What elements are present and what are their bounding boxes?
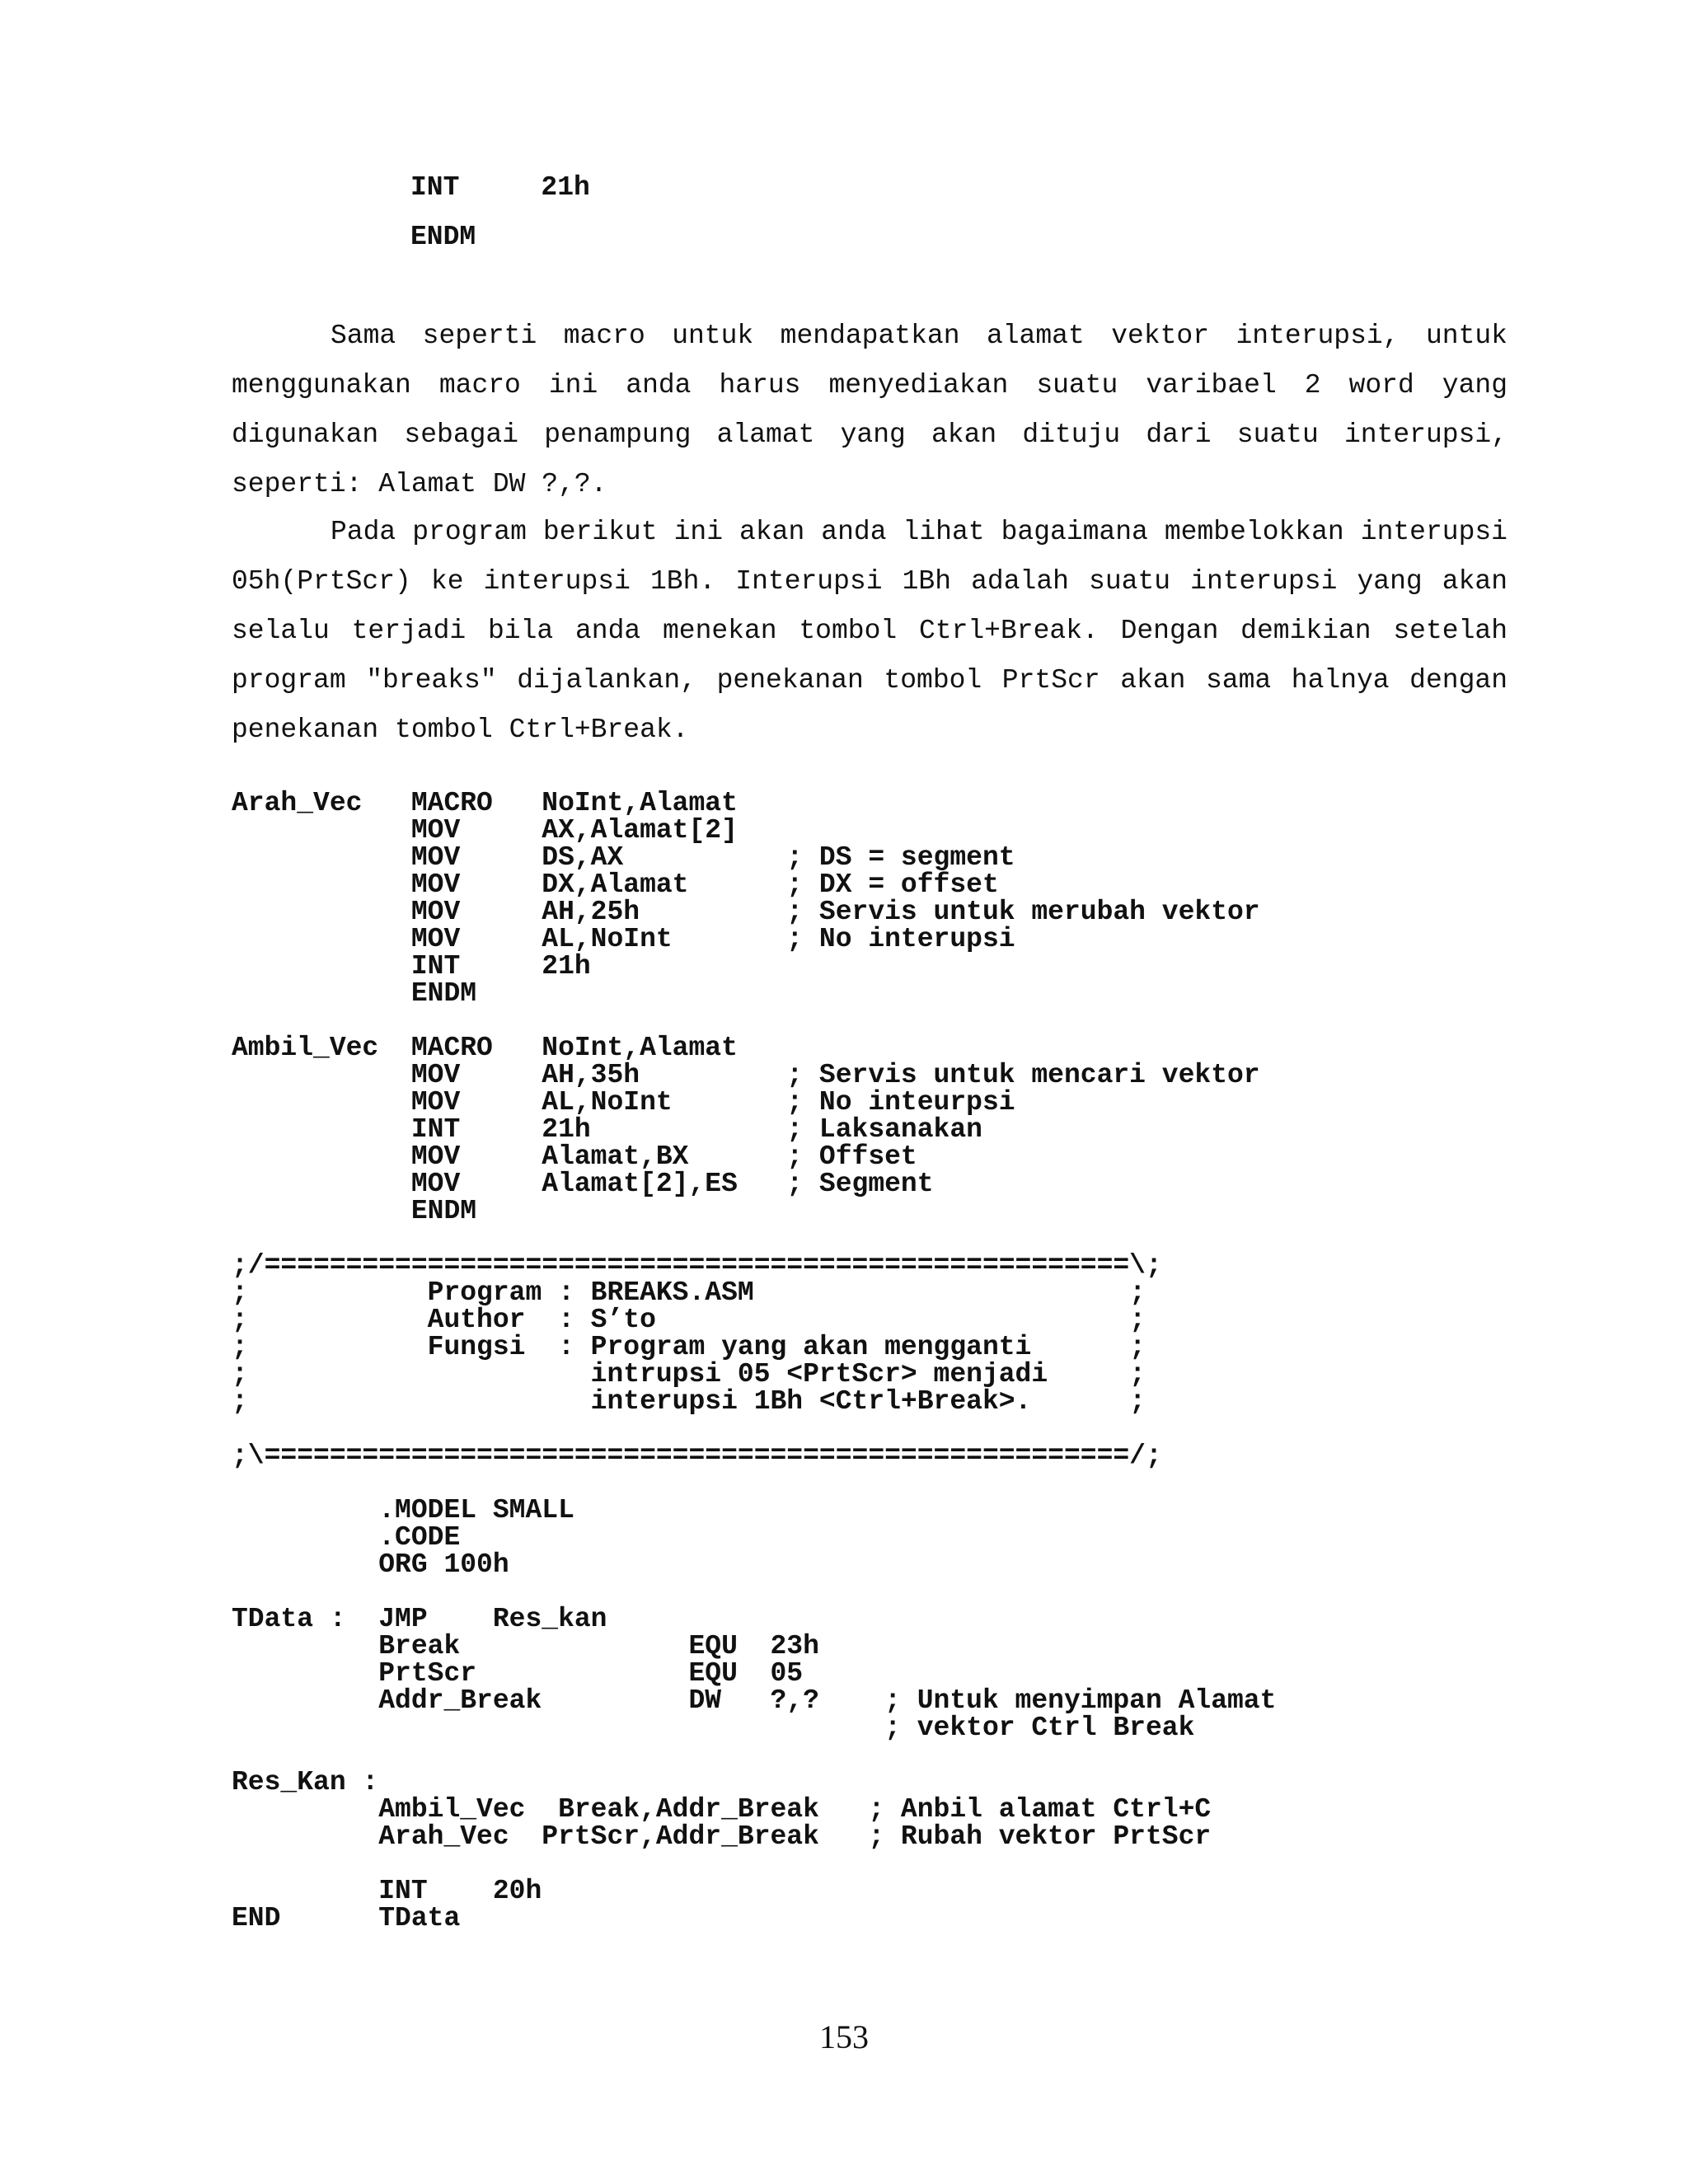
assembly-code-listing: Arah_Vec MACRO NoInt,Alamat MOV AX,Alamat[2] MOV DS,AX ; DS = segment MOV DX,Alamat ; DX = offset MOV AH,25h ; Servis untuk merubah vektor MOV AL,NoInt ; No interupsi INT 21h ENDM Ambil_Vec MACRO NoInt,Alamat MOV AH,35h ; Servis untuk mencari vektor MOV AL,NoInt ; No inteurpsi INT 21h ; Laksanakan MOV Alamat,BX ; Offset MOV Alamat[2],ES ; Segment ENDM ;/=====================================================\; ; Program : BREAKS.ASM ; ; Author : S’to ; ; Fungsi : Program yang akan mengganti ; ; intrupsi 05 <PrtScr> menjadi ; ; interupsi 1Bh <Ctrl+Break>. ; ;\=====================================================/; .MODEL SMALL .CODE ORG 100h TData : JMP Res_kan Break EQU 23h PrtScr EQU 05 Addr_Break DW ?,? ; Untuk menyimpan Alamat ; vektor Ctrl Break Res_Kan : Ambil_Vec Break,Addr_Break ; Anbil alamat Ctrl+C Arah_Vec PrtScr,Addr_Break ; Rubah vektor PrtScr INT 20h END TData xyxy=(232,788,1277,1933)
paragraph-program-description: Pada program berikut ini akan anda lihat bagaimana membelokkan interupsi 05h(PrtScr) ke interupsi 1Bh. Interupsi 1Bh adalah suatu interupsi yang akan selalu terjadi bila anda menekan tombol Ctrl+Break. Dengan demikian setelah program "breaks" dijalankan, penekanan tombol PrtScr akan sama halnya dengan penekanan tombol Ctrl+Break. xyxy=(232,517,1507,745)
paragraph-macro-explanation: Sama seperti macro untuk mendapatkan alamat vektor interupsi, untuk menggunakan macro ini anda harus menyediakan suatu varibael 2 word yang digunakan sebagai penampung alamat yang akan dituju dari suatu interupsi, seperti: Alamat DW ?,?. xyxy=(232,321,1507,499)
code-fragment-top: INT 21h ENDM xyxy=(410,172,590,252)
page-number: 153 xyxy=(819,2018,869,2055)
